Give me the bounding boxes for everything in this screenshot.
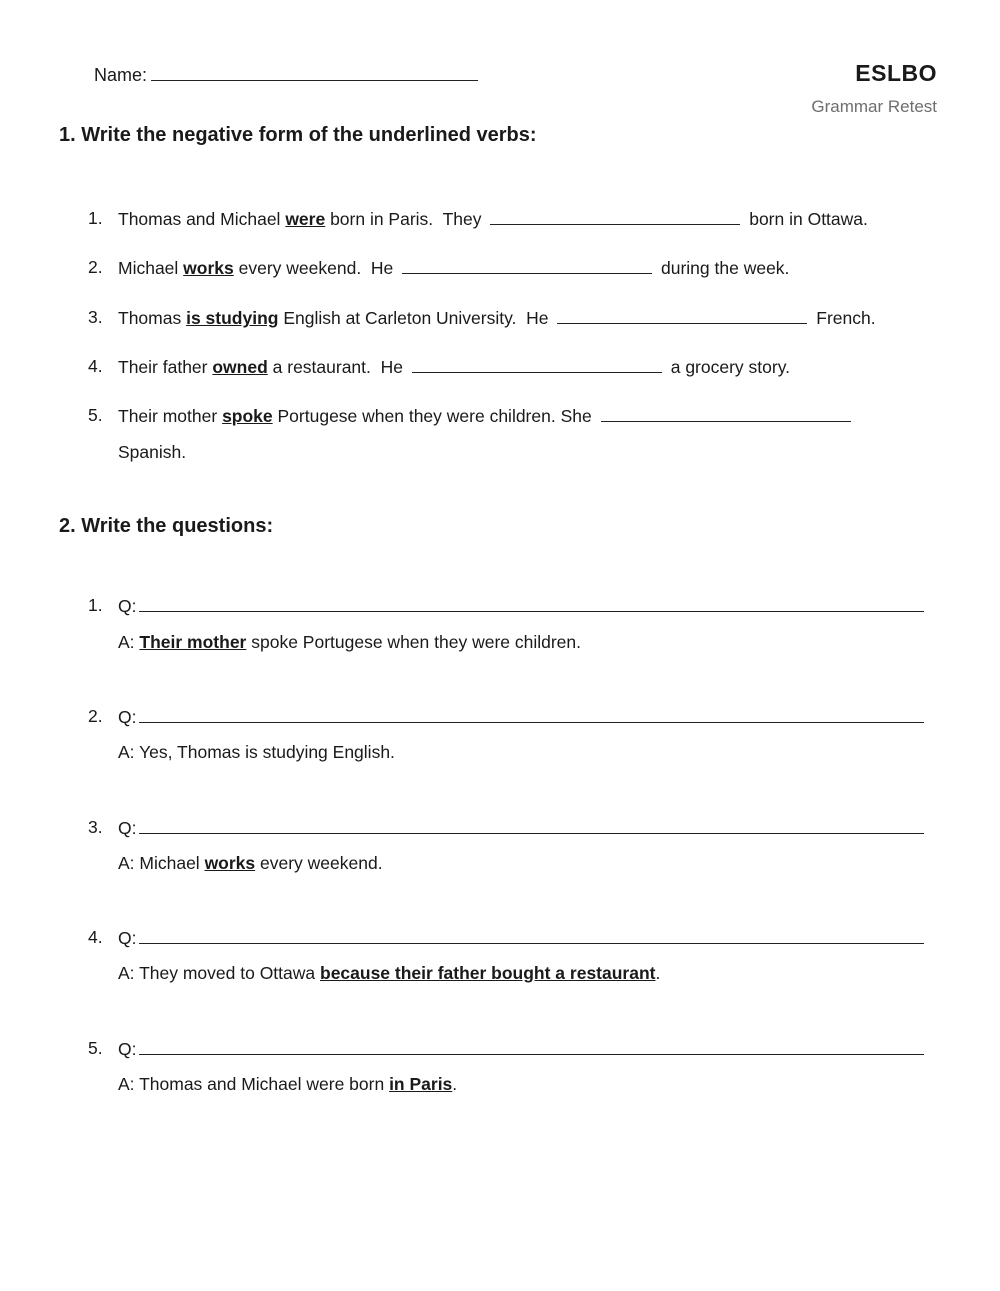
- s1-text: a grocery story.: [665, 357, 791, 377]
- answer-blank[interactable]: [490, 208, 740, 225]
- worksheet-subtitle: Grammar Retest: [811, 97, 937, 116]
- name-row: [94, 64, 478, 86]
- s1-item: [118, 405, 855, 427]
- underlined-verb: were: [285, 209, 326, 229]
- answer-row: [118, 632, 581, 653]
- underlined-verb: spoke: [222, 406, 273, 426]
- question-blank[interactable]: [139, 927, 924, 944]
- q-label: Q:: [118, 818, 137, 838]
- question-blank[interactable]: [139, 817, 924, 834]
- q-label: Q:: [118, 707, 137, 727]
- s1-item-number: 5.: [88, 405, 103, 425]
- q-label: Q:: [118, 1039, 137, 1059]
- s2-item-number: 4.: [88, 927, 103, 947]
- brand-title: ESLBO: [855, 60, 937, 86]
- s2-item-number: 1.: [88, 595, 103, 615]
- answer-blank[interactable]: [412, 356, 662, 373]
- answer-blank[interactable]: [601, 405, 851, 422]
- s2-item-number: 5.: [88, 1038, 103, 1058]
- underlined-verb: owned: [212, 357, 268, 377]
- s1-text: born in Paris. They: [325, 209, 487, 229]
- answer-text: spoke Portugese when they were children.: [246, 632, 582, 652]
- s1-item: [118, 307, 876, 329]
- section2-title: 2. Write the questions:: [59, 515, 274, 537]
- s1-item: [118, 257, 789, 279]
- s1-text: during the week.: [656, 258, 790, 278]
- s1-item-number: 3.: [88, 307, 103, 327]
- answer-text: A: Thomas and Michael were born: [118, 1074, 390, 1094]
- answer-blank[interactable]: [402, 257, 652, 274]
- s1-text: every weekend. He: [233, 258, 399, 278]
- s1-text: Their father: [118, 357, 213, 377]
- s1-text: Portugese when they were children. She: [272, 406, 597, 426]
- underlined-verb: works: [183, 258, 234, 278]
- s1-item: [118, 208, 868, 230]
- name-label: Name:: [94, 65, 148, 85]
- answer-text: .: [452, 1074, 458, 1094]
- answer-text: A: They moved to Ottawa: [118, 963, 320, 983]
- s1-text: born in Ottawa.: [744, 209, 868, 229]
- answer-row: [118, 963, 660, 984]
- s1-item-number: 2.: [88, 257, 103, 277]
- s1-text: Thomas and Michael: [118, 209, 286, 229]
- q-label: Q:: [118, 596, 137, 616]
- name-field-line[interactable]: [151, 64, 478, 81]
- s1-text: Their mother: [118, 406, 223, 426]
- s2-item-number: 2.: [88, 706, 103, 726]
- answer-text: A:: [118, 632, 140, 652]
- s1-text: French.: [811, 308, 876, 328]
- question-blank[interactable]: [139, 706, 924, 723]
- question-row: [118, 1038, 924, 1060]
- q-label: Q:: [118, 928, 137, 948]
- question-row: [118, 595, 924, 617]
- question-blank[interactable]: [139, 1038, 924, 1055]
- answer-emphasis: works: [204, 853, 256, 873]
- question-row: [118, 706, 924, 728]
- section1-title: 1. Write the negative form of the underlined verbs:: [59, 124, 537, 146]
- answer-blank[interactable]: [557, 307, 807, 324]
- s1-text: English at Carleton University. He: [278, 308, 554, 328]
- question-blank[interactable]: [139, 595, 924, 612]
- s1-item-number: 4.: [88, 356, 103, 376]
- answer-row: [118, 742, 395, 763]
- answer-emphasis: because their father bought a restaurant: [320, 963, 656, 983]
- s1-text: a restaurant. He: [267, 357, 408, 377]
- question-row: [118, 927, 924, 949]
- question-row: [118, 817, 924, 839]
- answer-row: [118, 1074, 457, 1095]
- s1-item: [118, 356, 790, 378]
- underlined-verb: is studying: [186, 308, 279, 328]
- answer-emphasis: Their mother: [139, 632, 247, 652]
- s1-item-number: 1.: [88, 208, 103, 228]
- answer-emphasis: in Paris: [389, 1074, 453, 1094]
- answer-text: .: [655, 963, 661, 983]
- s2-item-number: 3.: [88, 817, 103, 837]
- s1-text: Michael: [118, 258, 184, 278]
- answer-text: every weekend.: [255, 853, 383, 873]
- answer-row: [118, 853, 383, 874]
- s1-text: Thomas: [118, 308, 187, 328]
- answer-text: A: Michael: [118, 853, 205, 873]
- answer-text: A: Yes, Thomas is studying English.: [118, 742, 395, 762]
- s1-item-continuation: Spanish.: [118, 442, 187, 462]
